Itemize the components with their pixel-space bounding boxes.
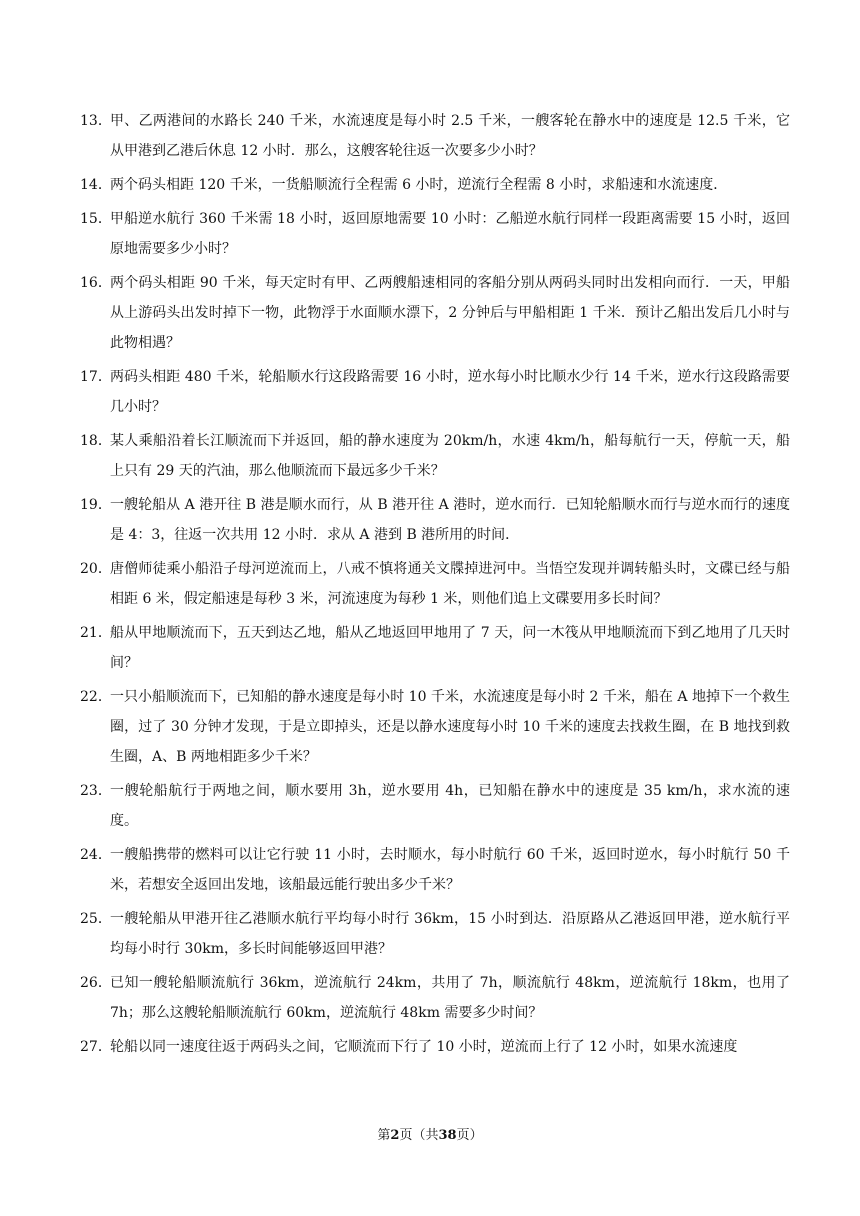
problem-text: 两个码头相距 120 千米，一货船顺流行全程需 6 小时，逆流行全程需 8 小时，求船速和水流速度． — [110, 177, 728, 193]
problem-item — [80, 490, 790, 550]
problem-number: 24． — [80, 847, 112, 863]
problem-number: 26． — [80, 975, 112, 991]
problem-text: 船从甲地顺流而下，五天到达乙地，船从乙地返回甲地用了 7 天，问一木筏从甲地顺流而下到乙地用了几天时间？ — [110, 625, 790, 671]
problem-text: 一艘船携带的燃料可以让它行驶 11 小时，去时顺水，每小时航行 60 千米，返回时逆水，每小时航行 50 千米，若想安全返回出发地，该船最远能行驶出多少千米？ — [110, 847, 790, 893]
problem-number: 27． — [80, 1039, 112, 1055]
problem-list — [80, 106, 790, 1066]
problem-item — [80, 776, 790, 836]
problem-item — [80, 362, 790, 422]
problem-item — [80, 106, 790, 166]
problem-text: 甲船逆水航行 360 千米需 18 小时，返回原地需要 10 小时：乙船逆水航行同样一段距离需要 15 小时，返回原地需要多少小时？ — [110, 211, 790, 257]
problem-number: 23． — [80, 783, 112, 799]
problem-item — [80, 204, 790, 264]
footer-suffix: 页） — [456, 1128, 483, 1143]
problem-item — [80, 968, 790, 1028]
problem-text: 唐僧师徒乘小船沿子母河逆流而上，八戒不慎将通关文牒掉进河中。当悟空发现并调转船头时，文碟已经与船相距 6 米，假定船速是每秒 3 米，河流速度为每秒 1 米，则他们追上文碟要用多长时间？ — [110, 561, 790, 607]
problem-number: 17． — [80, 369, 112, 385]
problem-text: 某人乘船沿着长江顺流而下并返回，船的静水速度为 20km/h，水速 4km/h，船每航行一天，停航一天，船上只有 29 天的汽油，那么他顺流而下最远多少千米？ — [110, 433, 790, 479]
problem-number: 13． — [80, 113, 112, 129]
problem-item — [80, 554, 790, 614]
problem-item — [80, 682, 790, 772]
problem-text: 一艘轮船航行于两地之间，顺水要用 3h，逆水要用 4h，已知船在静水中的速度是 35 km/h，求水流的速度。 — [110, 783, 790, 829]
problem-item — [80, 618, 790, 678]
problem-item — [80, 426, 790, 486]
problem-text: 一艘轮船从甲港开往乙港顺水航行平均每小时行 36km，15 小时到达．沿原路从乙港返回甲港，逆水航行平均每小时行 30km，多长时间能够返回甲港？ — [110, 911, 790, 957]
problem-number: 25． — [80, 911, 112, 927]
problem-item — [80, 170, 790, 200]
problem-text: 一只小船顺流而下，已知船的静水速度是每小时 10 千米，水流速度是每小时 2 千米，船在 A 地掉下一个救生圈，过了 30 分钟才发现，于是立即掉头，还是以静水速度每小时 10 千米的速度去找救生圈，在 B 地找到救生圈，A、B 两地相距多少千米？ — [110, 689, 790, 765]
problem-item — [80, 268, 790, 358]
problem-text: 两码头相距 480 千米，轮船顺水行这段路需要 16 小时，逆水每小时比顺水少行 14 千米，逆水行这段路需要几小时？ — [110, 369, 790, 415]
problem-item — [80, 1032, 790, 1062]
footer-prefix: 第 — [377, 1128, 391, 1143]
problem-number: 19． — [80, 497, 112, 513]
problem-text: 轮船以同一速度往返于两码头之间，它顺流而下行了 10 小时，逆流而上行了 12 小时，如果水流速度 — [110, 1039, 738, 1055]
problem-number: 15． — [80, 211, 112, 227]
problem-number: 18． — [80, 433, 112, 449]
page-footer — [0, 1124, 860, 1143]
problem-text: 一艘轮船从 A 港开往 B 港是顺水而行，从 B 港开往 A 港时，逆水而行．已知轮船顺水而行与逆水而行的速度是 4：3，往返一次共用 12 小时．求从 A 港到 B 港所用的时间． — [110, 497, 790, 543]
problem-text: 已知一艘轮船顺流航行 36km，逆流航行 24km，共用了 7h，顺流航行 48km，逆流航行 18km，也用了 7h；那么这艘轮船顺流航行 60km，逆流航行 48km 需要多少时间？ — [110, 975, 790, 1021]
problem-text: 甲、乙两港间的水路长 240 千米，水流速度是每小时 2.5 千米，一艘客轮在静水中的速度是 12.5 千米，它从甲港到乙港后休息 12 小时．那么，这艘客轮往返一次要多少小时？ — [110, 113, 790, 159]
problem-number: 16． — [80, 275, 112, 291]
problem-number: 21． — [80, 625, 112, 641]
problem-item — [80, 840, 790, 900]
problem-text: 两个码头相距 90 千米，每天定时有甲、乙两艘船速相同的客船分别从两码头同时出发相向而行．一天，甲船从上游码头出发时掉下一物，此物浮于水面顺水漂下，2 分钟后与甲船相距 1 千米．预计乙船出发后几小时与此物相遇？ — [110, 275, 790, 351]
problem-number: 14． — [80, 177, 112, 193]
footer-middle: 页（共 — [399, 1128, 439, 1143]
problem-number: 22． — [80, 689, 112, 705]
problem-item — [80, 904, 790, 964]
footer-total-pages: 38 — [438, 1128, 457, 1143]
problem-number: 20． — [80, 561, 112, 577]
footer-page-number: 2 — [390, 1128, 400, 1143]
